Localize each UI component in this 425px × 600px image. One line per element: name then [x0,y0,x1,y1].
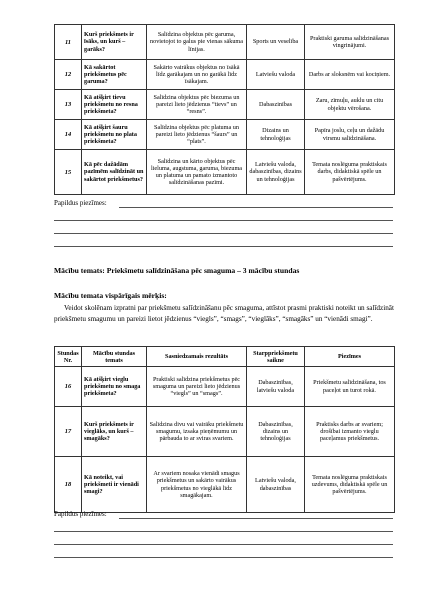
lesson-result: Praktiski salīdzina priekšmetus pēc smaguma un pareizi lieto jēdzienus “viegls” un “smags”. [147,367,247,407]
lesson-links: Dizains un tehnoloģijas [247,120,305,150]
notes-line [54,233,393,234]
notes-line [119,207,393,208]
lesson-number: 17 [55,407,82,457]
table-row [55,367,395,407]
lesson-links: Dabaszinības, latviešu valoda [247,367,305,407]
lesson-number: 15 [55,150,82,195]
lesson-links: Latviešu valoda [247,60,305,90]
lesson-topic: Kā atšķirt vieglu priekšmetu no smaga priekšmeta? [82,367,147,407]
lesson-notes: Zaru, zīmuļu, auklu un citu objektu vērošana. [305,90,395,120]
notes-label: Papildus piezīmes: [54,199,107,207]
lesson-number: 16 [55,367,82,407]
table-row [55,25,395,60]
notes-label: Papildus piezīmes: [54,510,107,518]
lesson-result: Sakārto vairākus objektus no īsākā līdz garākajam un no garākā līdz īsākajam. [147,60,247,90]
lesson-result: Salīdzina un kārto objektus pēc lieluma, augstuma, garuma, biezuma un platuma un pamato izmantoto salīdzināšanas pazīmi. [147,150,247,195]
notes-line [54,544,393,545]
lesson-result: Salīdzina divu vai vairāku priekšmetu smagumu, izsaka pieņēmumu un pārbauda to ar sviras svariem. [147,407,247,457]
lesson-topic: Kurš priekšmets ir īsāks, un kurš – garāks? [82,25,147,60]
lesson-result: Salīdzina objektus pēc biezuma un pareizi lieto jēdzienus “tievs” un “resns”. [147,90,247,120]
lesson-notes: Praktiski garuma salīdzināšanas vingrinājumi. [305,25,395,60]
notes-line [119,518,393,519]
table-row [55,120,395,150]
table-row [55,150,395,195]
lesson-notes: Papīra joslu, ceļu un dažādu virsmu salīdzināšana. [305,120,395,150]
lesson-topic: Kā pēc dažādām pazīmēm salīdzināt un sakārtot priekšmetus? [82,150,147,195]
lesson-links: Latviešu valoda, dabaszinības, dizains un tehnoloģijas [247,150,305,195]
header-links: Starppriekšmetu saikne [247,347,305,367]
lesson-plan-table-part1 [54,24,395,195]
lesson-links: Latviešu valoda, dabaszinības [247,457,305,513]
lesson-number: 14 [55,120,82,150]
lesson-topic: Kā atšķirt tievu priekšmetu no resna priekšmeta? [82,90,147,120]
lesson-number: 12 [55,60,82,90]
lesson-notes: Darbs ar sloksnēm vai kociņiem. [305,60,395,90]
lesson-notes: Priekšmetu salīdzināšana, tos paceļot un turot rokā. [305,367,395,407]
lesson-links: Dabaszinības, dizains un tehnoloģijas [247,407,305,457]
lesson-links: Sports un veselība [247,25,305,60]
header-lesson-topic: Mācību stundas temats [82,347,147,367]
goals-title: Mācību temata vispārīgais mērķis: [54,291,167,300]
header-notes: Piezīmes [305,347,395,367]
lesson-links: Dabaszinības [247,90,305,120]
header-result: Sasniedzamais rezultāts [147,347,247,367]
lesson-plan-table-part2 [54,346,395,513]
lesson-number: 18 [55,457,82,513]
lesson-topic: Kā atšķirt šauru priekšmetu no plata priekšmeta? [82,120,147,150]
notes-line [54,246,393,247]
table-row [55,407,395,457]
lesson-notes: Temata noslēguma praktiskais uzdevums, didaktiskā spēle un pašvērtējums. [305,457,395,513]
table-header-row [55,347,395,367]
notes-line [54,531,393,532]
table-row [55,90,395,120]
lesson-number: 13 [55,90,82,120]
table-row [55,60,395,90]
lesson-topic: Kā sakārtot priekšmetus pēc garuma? [82,60,147,90]
lesson-topic: Kā noteikt, vai priekšmeti ir vienādi smagi? [82,457,147,513]
notes-line [54,557,393,558]
header-lesson-number: Stundas Nr. [55,347,82,367]
lesson-result: Salīdzina objektus pēc garuma, novietojot to galus pie vienas sākuma līnijas. [147,25,247,60]
table-row [55,457,395,513]
goals-text: Veidot skolēnam izpratni par priekšmetu salīdzināšanu pēc smaguma, attīstot prasmi praktiski noteikt un salīdzināt priekšmetu smagumu un pareizi lietot jēdzienus “viegls”, “smags”, “vieglāks”, “smagāks” un “vienādi smagi”. [54,304,394,324]
lesson-result: Ar svariem nosaka vienādi smagus priekšmetus un sakārto vairākus priekšmetus no vieglākā līdz smagākajam. [147,457,247,513]
lesson-number: 11 [55,25,82,60]
lesson-notes: Praktisks darbs ar svariem; drošībai izmanto vieglu paceļamus priekšmetus. [305,407,395,457]
lesson-notes: Temata noslēguma praktiskais darbs, didaktiskā spēle un pašvērtējums. [305,150,395,195]
lesson-topic: Kurš priekšmets ir vieglāks, un kurš – smagāks? [82,407,147,457]
lesson-result: Salīdzina objektus pēc platuma un pareizi lieto jēdzienus “šaurs” un “plats”. [147,120,247,150]
notes-line [54,220,393,221]
section-title: Mācību temats: Priekšmetu salīdzināšana pēc smaguma – 3 mācību stundas [54,266,300,275]
